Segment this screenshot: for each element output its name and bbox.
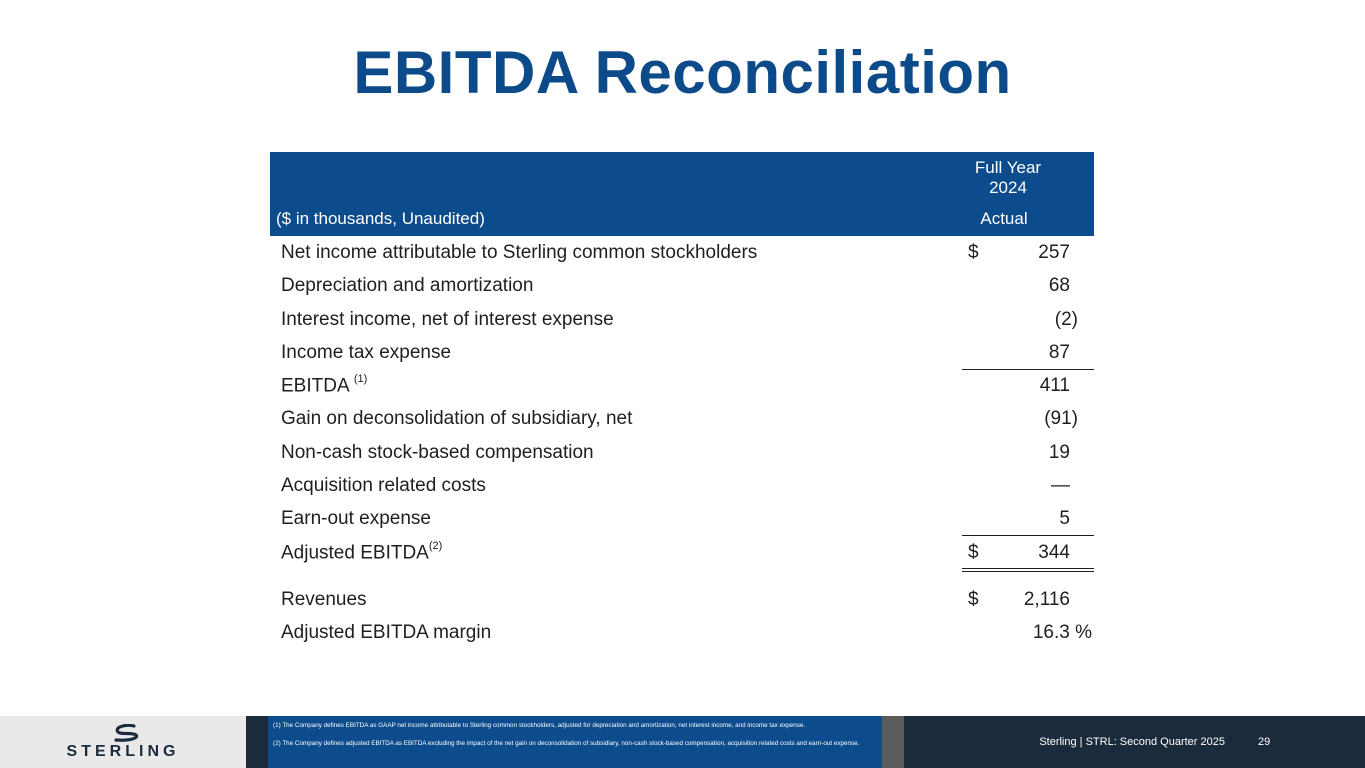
double-rule-bottom <box>962 571 1094 572</box>
row-value: 68 <box>1048 275 1070 297</box>
row-value: (2) <box>1054 308 1078 330</box>
table-row <box>270 502 1094 535</box>
row-value: (91) <box>1044 408 1078 430</box>
table-row <box>270 616 1094 649</box>
footnotes-panel <box>268 716 882 768</box>
row-label: Net income attributable to Sterling common stockholders <box>281 242 758 263</box>
table-row <box>270 536 1094 569</box>
row-label: Gain on deconsolidation of subsidiary, net <box>281 408 633 430</box>
row-label: Earn-out expense <box>281 508 431 530</box>
ebitda-label: EBITDA <box>281 375 349 397</box>
logo <box>0 716 246 768</box>
footer-divider <box>882 716 904 768</box>
double-rule-top <box>962 568 1094 569</box>
adjusted-ebitda-label: Adjusted EBITDA <box>281 542 429 563</box>
table-header <box>270 152 1094 236</box>
row-label: Revenues <box>281 588 367 610</box>
table-row <box>270 303 1094 336</box>
table-row <box>270 436 1094 469</box>
page-number: 29 <box>1258 736 1271 748</box>
row-value: — <box>1051 475 1070 497</box>
row-label <box>281 539 443 564</box>
table-row <box>270 269 1094 302</box>
row-label: Depreciation and amortization <box>281 275 534 297</box>
row-value: 16.3 % <box>1032 622 1092 644</box>
column-header-basis: Actual <box>980 209 1028 228</box>
table-row <box>270 469 1094 502</box>
footnote-ref: (1) <box>353 373 368 386</box>
column-header <box>948 158 1068 228</box>
row-label <box>281 375 367 397</box>
currency-symbol: $ <box>968 588 979 610</box>
row-label: Adjusted EBITDA margin <box>281 622 492 644</box>
footnote-1: (1) The Company defines EBITDA as GAAP net income attributable to Sterling common stockholders, adjusted for depreciation and amortization, net interest income, and income tax expense. <box>273 722 806 729</box>
logo-wordmark: STERLING <box>66 743 180 760</box>
column-header-period: Full Year <box>974 158 1042 177</box>
row-value: 2,116 <box>1023 588 1070 610</box>
table-row <box>270 236 1094 269</box>
ebitda-table <box>270 152 1094 650</box>
row-label: Acquisition related costs <box>281 475 486 497</box>
row-value: 5 <box>1059 508 1070 530</box>
row-value: 411 <box>1039 375 1070 397</box>
row-value: 344 <box>1038 541 1070 563</box>
units-label: ($ in thousands, Unaudited) <box>276 209 485 228</box>
footnote-ref: (2) <box>428 539 443 552</box>
slide-footer <box>0 716 1365 768</box>
table-row <box>270 583 1094 616</box>
table-row <box>270 369 1094 402</box>
row-value: 257 <box>1038 242 1070 263</box>
row-label: Interest income, net of interest expense <box>281 308 614 330</box>
sterling-s-mark-icon <box>108 724 142 742</box>
table-row <box>270 402 1094 435</box>
table-row <box>270 336 1094 369</box>
currency-symbol: $ <box>968 242 979 263</box>
row-value: 87 <box>1048 341 1070 363</box>
row-value: 19 <box>1048 441 1070 463</box>
footnote-2: (2) The Company defines adjusted EBITDA as EBITDA excluding the impact of the net gain on deconsolidation of subsidiary, non-cash stock-based compensation, acquisition related costs and earn-out expense. <box>273 740 860 747</box>
slide-title: EBITDA Reconciliation <box>353 39 1012 106</box>
currency-symbol: $ <box>968 541 979 563</box>
row-label: Non-cash stock-based compensation <box>281 441 594 463</box>
column-header-year: 2024 <box>989 178 1027 197</box>
row-label: Income tax expense <box>281 341 452 363</box>
footer-caption: Sterling | STRL: Second Quarter 2025 <box>1039 736 1225 748</box>
